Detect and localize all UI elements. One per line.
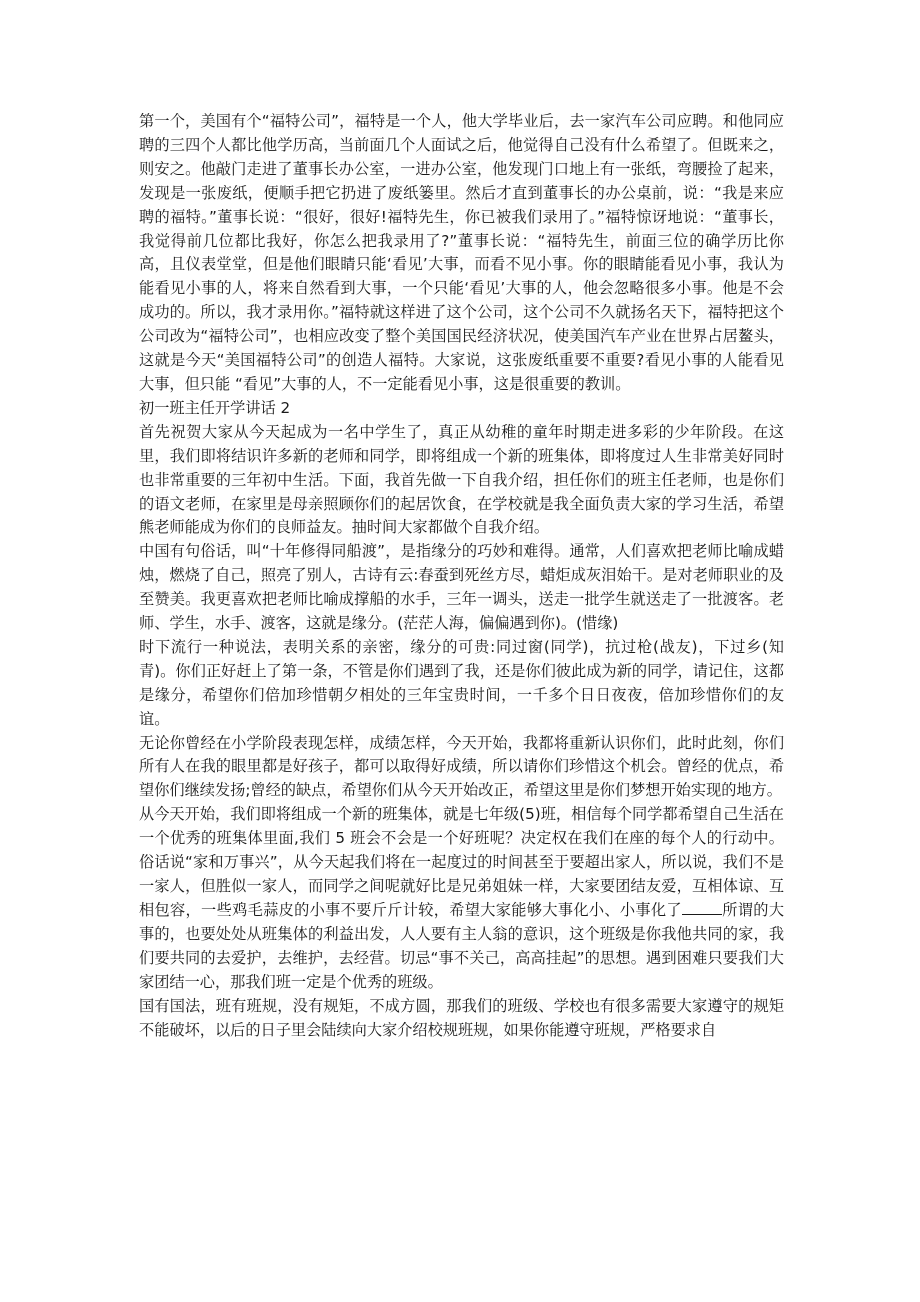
- paragraph-fresh-start: 无论你曾经在小学阶段表现怎样，成绩怎样，今天开始，我都将重新认识你们，此时此刻，你们所有人在我的眼里都是好孩子，都可以取得好成绩，所以请你们珍惜这个机会。曾经的优点，希望你们继续发扬;曾经的缺点，希望你们从今天开始改正，希望这里是你们梦想开始实现的地方。: [139, 733, 784, 800]
- class-collective-part-b: 所谓的大事的，也要处处从班集体的利益出发，人人要有主人翁的意识，这个班级是你我他共同的家，我们要共同的去爱护，去维护，去经营。切忌“事不关己，高高挂起”的思想。遇到困难只要我们大家团结一心，那我们班一定是个优秀的班级。: [139, 901, 785, 991]
- document-body: [139, 110, 784, 1043]
- class-collective-part-a: 从今天开始，我们即将组成一个新的班集体，就是七年级(5)班，相信每个同学都希望自己生活在一个优秀的班集体里面,我们 5 班会不会是一个好班呢？决定权在我们在座的每个人的行动中。俗话说“家和万事兴”，从今天起我们将在一起度过的时间甚至于要超出家人，所以说，我们不是一家人，但胜似一家人，而同学之间呢就好比是兄弟姐妹一样，大家要团结友爱，互相体谅、互相包容，一些鸡毛蒜皮的小事不要斤斤计较，希望大家能够大事化小、小事化了: [139, 805, 784, 920]
- section-heading: 初一班主任开学讲话 2: [139, 398, 291, 417]
- paragraph-ford-story: 第一个，美国有个“福特公司”，福特是一个人，他大学毕业后，去一家汽车公司应聘。和他同应聘的三四个人都比他学历高，当前面几个人面试之后，他觉得自己没有什么希望了。但既来之，则安之。他敲门走进了董事长办公室，一进办公室，他发现门口地上有一张纸，弯腰捡了起来，发现是一张废纸，便顺手把它扔进了废纸篓里。然后才直到董事长的办公桌前，说：“我是来应聘的福特。”董事长说：“很好，很好!福特先生，你已被我们录用了。”福特惊讶地说：“董事长，我觉得前几位都比我好，你怎么把我录用了?”董事长说：“福特先生，前面三位的确学历比你高，且仪表堂堂，但是他们眼睛只能‘看见’大事，而看不见小事。你的眼睛能看见小事，我认为能看见小事的人，将来自然看到大事，一个只能‘看见’大事的人，他会忽略很多小事。他是不会成功的。所以，我才录用你。”福特就这样进了这个公司，这个公司不久就扬名天下，福特把这个公司改为“福特公司”，也相应改变了整个美国国民经济状况，使美国汽车产业在世界占居鳌头，这就是今天“美国福特公司”的创造人福特。大家说，这张废纸重要不重要?看见小事的人能看见大事，但只能 “看见”大事的人，不一定能看见小事，这是很重要的教训。: [139, 112, 784, 393]
- paragraph-greeting: 首先祝贺大家从今天起成为一名中学生了，真正从幼稚的童年时期走进多彩的少年阶段。在这里，我们即将结识许多新的老师和同学，即将组成一个新的班集体，即将度过人生非常美好同时也非常重要的三年初中生活。下面，我首先做一下自我介绍，担任你们的班主任老师，也是你们的语文老师，在家里是母亲照顾你们的起居饮食，在学校就是我全面负责大家的学习生活，希望熊老师能成为你们的良师益友。抽时间大家都做个自我介绍。: [139, 422, 784, 537]
- paragraph-relationships: 时下流行一种说法，表明关系的亲密，缘分的可贵:同过窗(同学)，抗过枪(战友)，下过乡(知青)。你们正好赶上了第一条，不管是你们遇到了我，还是你们彼此成为新的同学，请记住，这都是缘分，希望你们倍加珍惜朝夕相处的三年宝贵时间，一千多个日日夜夜，倍加珍惜你们的友谊。: [139, 637, 784, 728]
- fill-blank: [682, 899, 722, 915]
- paragraph-rules: 国有国法，班有班规，没有规矩，不成方圆，那我们的班级、学校也有很多需要大家遵守的规矩不能破坏，以后的日子里会陆续向大家介绍校规班规，如果你能遵守班规，严格要求自: [139, 996, 784, 1039]
- paragraph-fate: 中国有句俗话，叫“十年修得同船渡”，是指缘分的巧妙和难得。通常，人们喜欢把老师比喻成蜡烛，燃烧了自己，照亮了别人，古诗有云:春蚕到死丝方尽，蜡炬成灰泪始干。是对老师职业的及至赞美。我更喜欢把老师比喻成撑船的水手，三年一调头，送走一批学生就送走了一批渡客。老师、学生，水手、渡客，这就是缘分。(茫茫人海，偏偏遇到你)。(惜缘): [139, 542, 784, 633]
- paragraph-class-collective: [139, 803, 784, 994]
